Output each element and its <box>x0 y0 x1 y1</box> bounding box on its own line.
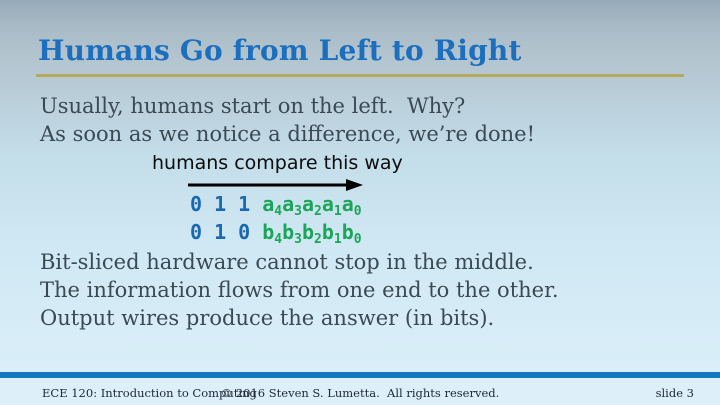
body-line-2: As soon as we notice a difference, we’re done! <box>40 122 536 146</box>
bit-row-b: 0 1 0 $b_4b_3b_2b_1b_0$ <box>190 220 362 247</box>
footer <box>0 378 720 405</box>
footer-copyright: © 2016 Steven S. Lumetta. All rights reserved. <box>220 386 500 400</box>
footer-slide-number: slide 3 <box>655 386 694 400</box>
body-line-1: Usually, humans start on the left. Why? <box>40 94 466 118</box>
title-underline-rule <box>36 74 684 77</box>
body-line-4: The information flows from one end to the other. <box>40 278 559 302</box>
body-line-5: Output wires produce the answer (in bits). <box>40 306 495 330</box>
body-line-3: Bit-sliced hardware cannot stop in the middle. <box>40 250 534 274</box>
slide-title: Humans Go from Left to Right <box>38 34 522 67</box>
comparison-label: humans compare this way <box>152 152 403 174</box>
right-arrow-icon <box>187 178 363 192</box>
bit-row-a: 0 1 1 $a_4a_3a_2a_1a_0$ <box>190 192 362 219</box>
footer-course: ECE 120: Introduction to Computing <box>42 386 257 400</box>
